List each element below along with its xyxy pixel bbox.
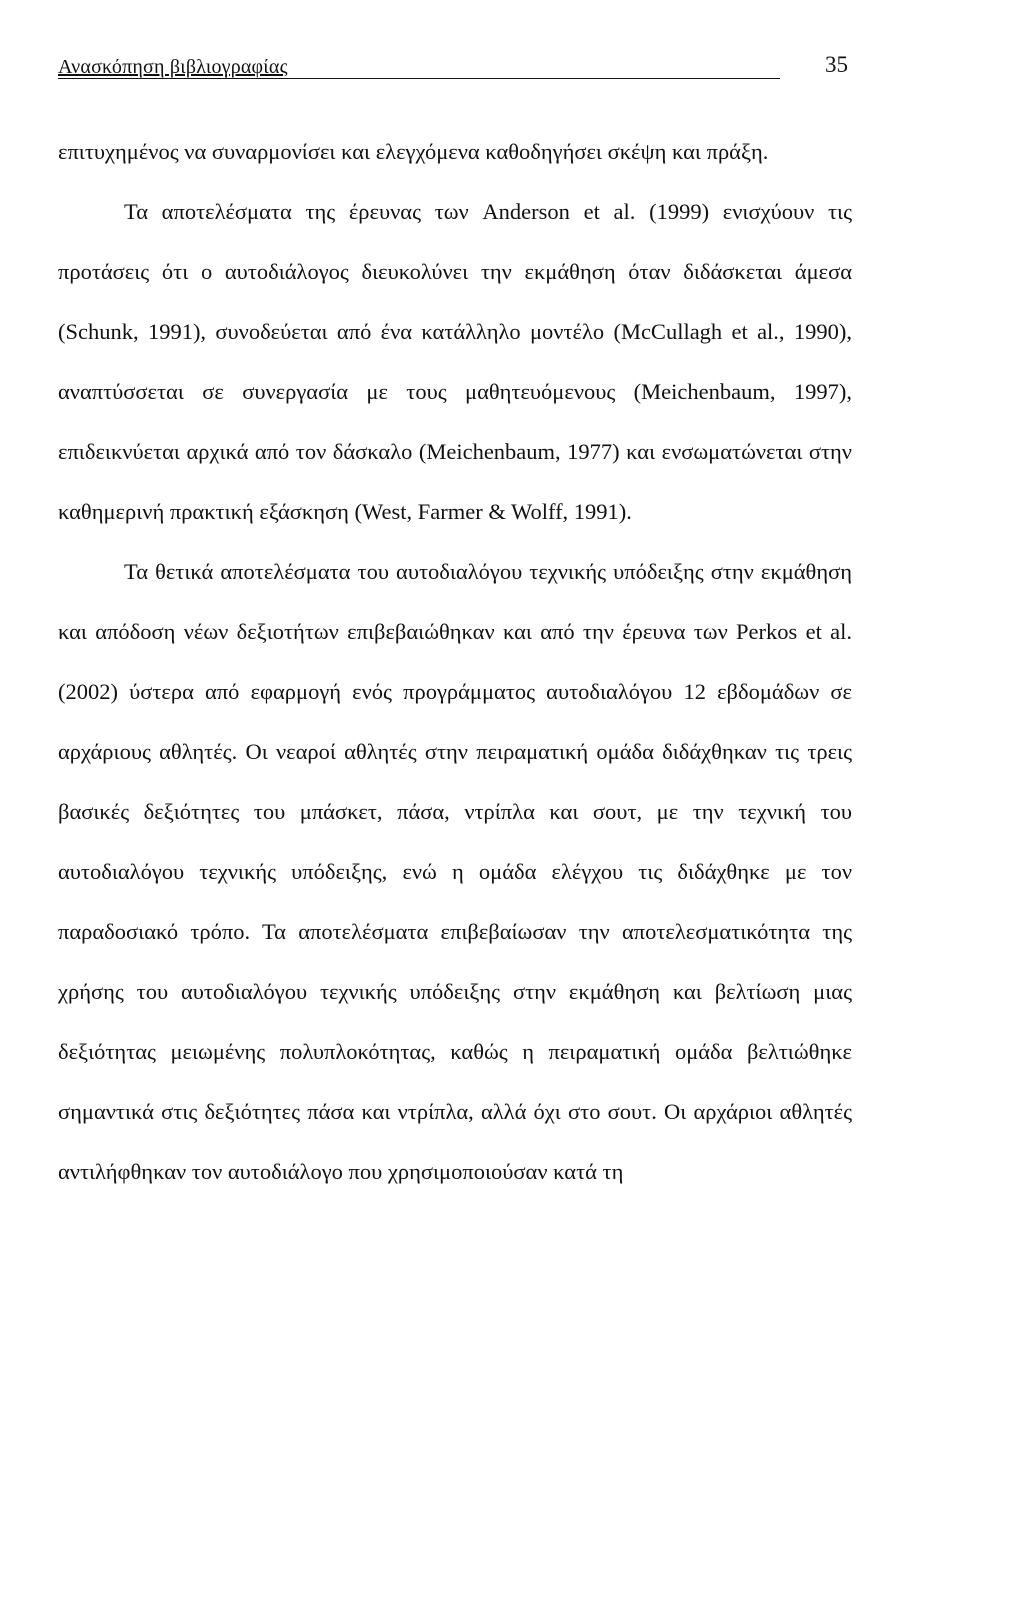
section-title: Ανασκόπηση βιβλιογραφίας: [58, 56, 288, 78]
body-text: [58, 122, 852, 1202]
header-rule: [58, 78, 780, 79]
paragraph-anderson: Τα αποτελέσματα της έρευνας των Anderson et al. (1999) ενισχύουν τις προτάσεις ότι ο αυτοδιάλογος διευκολύνει την εκμάθηση όταν διδάσκεται άμεσα (Schunk, 1991), συνοδεύεται από ένα κατάλληλο μοντέλο (McCullagh et al., 1990), αναπτύσσεται σε συνεργασία με τους μαθητευόμενους (Meichenbaum, 1997), επιδεικνύεται αρχικά από τον δάσκαλο (Meichenbaum, 1977) και ενσωματώνεται στην καθημερινή πρακτική εξάσκηση (West, Farmer & Wolff, 1991).: [58, 199, 852, 524]
paragraph-continuation: επιτυχημένος να συναρμονίσει και ελεγχόμενα καθοδηγήσει σκέψη και πράξη.: [58, 139, 769, 164]
page-number: 35: [825, 52, 848, 77]
paragraph-perkos: Τα θετικά αποτελέσματα του αυτοδιαλόγου τεχνικής υπόδειξης στην εκμάθηση και απόδοση νέων δεξιοτήτων επιβεβαιώθηκαν και από την έρευνα των Perkos et al. (2002) ύστερα από εφαρμογή ενός προγράμματος αυτοδιαλόγου 12 εβδομάδων σε αρχάριους αθλητές. Οι νεαροί αθλητές στην πειραματική ομάδα διδάχθηκαν τις τρεις βασικές δεξιότητες του μπάσκετ, πάσα, ντρίπλα και σουτ, με την τεχνική του αυτοδιαλόγου τεχνικής υπόδειξης, ενώ η ομάδα ελέγχου τις διδάχθηκε με τον παραδοσιακό τρόπο. Τα αποτελέσματα επιβεβαίωσαν την αποτελεσματικότητα της χρήσης του αυτοδιαλόγου τεχνικής υπόδειξης στην εκμάθηση και βελτίωση μιας δεξιότητας μειωμένης πολυπλοκότητας, καθώς η πειραματική ομάδα βελτιώθηκε σημαντικά στις δεξιότητες πάσα και ντρίπλα, αλλά όχι στο σουτ. Οι αρχάριοι αθλητές αντιλήφθηκαν τον αυτοδιάλογο που χρησιμοποιούσαν κατά τη: [58, 559, 852, 1184]
running-header: [58, 52, 848, 82]
